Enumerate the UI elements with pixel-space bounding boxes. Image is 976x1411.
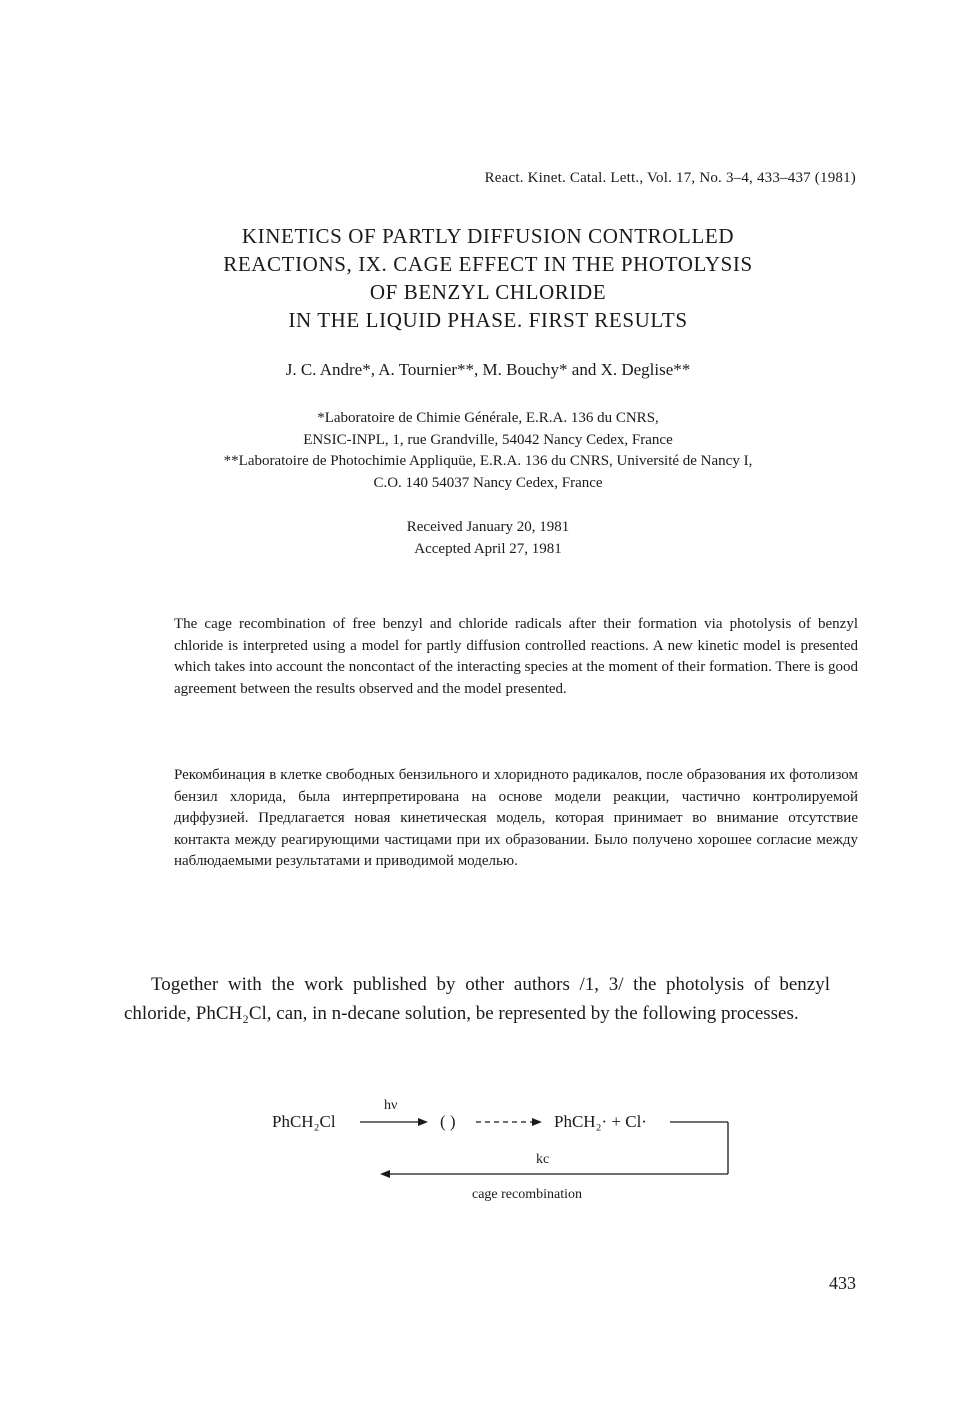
scheme-caption: cage recombination xyxy=(472,1187,583,1202)
title-line: OF BENZYL CHLORIDE xyxy=(369,280,607,304)
recombination-arrowhead xyxy=(380,1170,390,1178)
received-date: Received January 20, 1981 xyxy=(406,519,570,535)
page-number: 433 xyxy=(829,1273,856,1293)
photon-label: hν xyxy=(384,1098,398,1113)
caged-pair: ( ) xyxy=(440,1112,456,1131)
author-list: J. C. Andre*, A. Tournier**, M. Bouchy* and X. Deglise** xyxy=(285,360,691,379)
accepted-date: Accepted April 27, 1981 xyxy=(414,541,562,557)
title-line: KINETICS OF PARTLY DIFFUSION CONTROLLED xyxy=(241,224,735,248)
photolysis-arrowhead xyxy=(418,1118,428,1126)
abstract-english: The cage recombination of free benzyl and chloride radicals after their formation via photolysis of benzyl chloride is interpreted using a model for partly diffusion controlled reactions. A new kinetic model is presented which takes into account the noncontact of the interacting species at the moment of their formation. There is good agreement between the results observed and the model presented. xyxy=(174,616,858,697)
reactant-formula: PhCH₂Cl xyxy=(272,1112,336,1131)
abstract-russian: Рекомбинация в клетке свободных бензильного и хлоридното радикалов, после образования их фотолизом бензил хлорида, была интерпретирована на основе модели реакции, частично контролируемой диффузией. Предлагается новая кинетическая модель, которая принимает во внимание отсутствие контакта между реагирующими частицами при их образовании. Было получено хорошее согласие между наблюдаемыми результатами и приводимой моделью. xyxy=(174,767,858,869)
title-line: IN THE LIQUID PHASE. FIRST RESULTS xyxy=(288,308,688,332)
affiliation-line: **Laboratoire de Photochimie Appliquüe, E.R.A. 136 du CNRS, Université de Nancy I, xyxy=(223,453,753,469)
title-line: REACTIONS, IX. CAGE EFFECT IN THE PHOTOLYSIS xyxy=(223,252,753,276)
affiliation-line: ENSIC-INPL, 1, rue Grandville, 54042 Nancy Cedex, France xyxy=(303,431,673,448)
affiliation-line: C.O. 140 54037 Nancy Cedex, France xyxy=(373,474,603,491)
escape-arrowhead xyxy=(532,1118,542,1126)
journal-citation: React. Kinet. Catal. Lett., Vol. 17, No. 3–4, 433–437 (1981) xyxy=(484,170,856,186)
rate-constant-label: kc xyxy=(536,1152,550,1167)
article-title xyxy=(0,222,976,334)
reaction-scheme xyxy=(260,1092,740,1212)
body-paragraph: Together with the work published by other authors /1, 3/ the photolysis of benzyl chloride, PhCH₂Cl, can, in n-decane solution, be represented by the following processes. xyxy=(124,974,830,1024)
affiliation-line: *Laboratoire de Chimie Générale, E.R.A. 136 du CNRS, xyxy=(317,410,659,426)
radical-products: PhCH₂· + Cl· xyxy=(554,1112,647,1131)
submission-dates xyxy=(0,516,976,560)
affiliations xyxy=(0,408,976,494)
